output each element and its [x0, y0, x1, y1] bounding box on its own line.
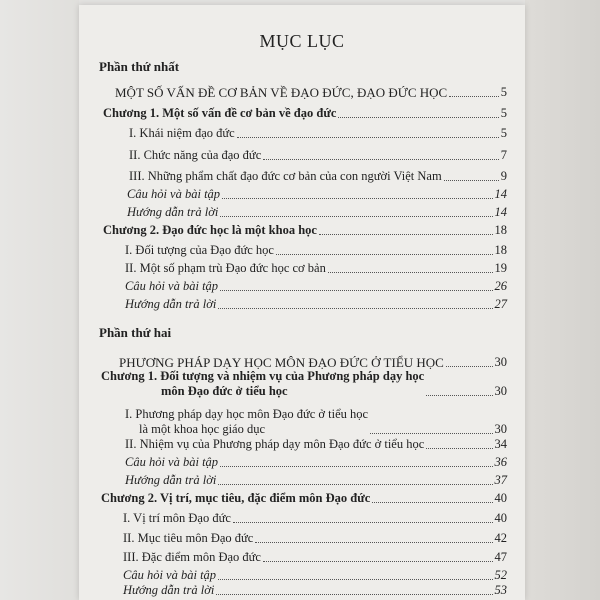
toc-item: [129, 148, 507, 163]
toc-item: [125, 437, 507, 452]
background-left: [0, 0, 79, 600]
page-number: 36: [494, 455, 507, 469]
page-number: 14: [494, 205, 507, 219]
toc-item: [125, 279, 507, 294]
chapter-row: [103, 223, 507, 238]
leader-dots: [449, 96, 499, 97]
toc-item-text: III. Những phẩm chất đạo đức cơ bản của con người Việt Nam: [129, 169, 442, 183]
part-1-label: Phần thứ nhất: [99, 59, 180, 74]
toc-item-text: Hướng dẫn trả lời: [125, 297, 217, 311]
page-number: 14: [494, 187, 507, 201]
toc-item: [123, 583, 507, 598]
page-number: 18: [494, 243, 507, 257]
toc-item: [125, 243, 507, 258]
book-page: [79, 5, 525, 600]
chapter-row: [101, 369, 507, 399]
toc-item-text: III. Đặc điểm môn Đạo đức: [123, 550, 261, 564]
page-number: 5: [500, 106, 507, 120]
chapter-title: Chương 2. Vị trí, mục tiêu, đặc điểm môn Đạo đức: [101, 491, 371, 505]
leader-dots: [370, 433, 492, 434]
page-number: 37: [494, 473, 507, 487]
toc-item: [123, 511, 507, 526]
page-number: 53: [494, 583, 507, 597]
page-number: 26: [494, 279, 507, 293]
leader-dots: [220, 466, 492, 467]
toc-item: [127, 187, 507, 202]
chapter-title: Chương 2. Đạo đức học là một khoa học: [103, 223, 317, 237]
page-number: 52: [494, 568, 507, 582]
toc-item-text: Câu hỏi và bài tập: [125, 455, 219, 469]
leader-dots: [237, 137, 499, 138]
toc-item-text: [125, 407, 368, 437]
toc-item: [123, 531, 507, 546]
part-2-heading-text: PHƯƠNG PHÁP DẠY HỌC MÔN ĐẠO ĐỨC Ở TIỂU HỌC: [119, 355, 444, 370]
toc-item-text-line-2: là một khoa học giáo dục: [139, 422, 266, 436]
toc-item-text: I. Khái niệm đạo đức: [129, 126, 235, 140]
leader-dots: [338, 117, 498, 118]
toc-item-text: II. Một số phạm trù Đạo đức học cơ bản: [125, 261, 326, 275]
page-number: 34: [494, 437, 507, 451]
background-right: [525, 0, 600, 600]
toc-item-text: Hướng dẫn trả lời: [127, 205, 219, 219]
toc-item: [125, 407, 507, 437]
chapter-row: [103, 106, 507, 121]
part-1-heading-text: MỘT SỐ VẤN ĐỀ CƠ BẢN VỀ ĐẠO ĐỨC, ĐẠO ĐỨC HỌC: [115, 85, 448, 100]
toc-item-text: I. Đối tượng của Đạo đức học: [125, 243, 274, 257]
part-2-label: Phần thứ hai: [99, 325, 172, 340]
toc-item-text: Hướng dẫn trả lời: [123, 583, 215, 597]
page-number: 7: [500, 148, 507, 162]
toc-item-text: Câu hỏi và bài tập: [123, 568, 217, 582]
leader-dots: [218, 308, 492, 309]
leader-dots: [263, 159, 498, 160]
page-number: 40: [494, 511, 507, 525]
chapter-title: [101, 369, 424, 399]
page-number: 5: [500, 126, 507, 140]
leader-dots: [426, 448, 492, 449]
page-title: MỤC LỤC: [259, 31, 345, 51]
page-number: 27: [494, 297, 507, 311]
leader-dots: [222, 198, 492, 199]
page-number: 30: [494, 384, 507, 398]
page-number: 9: [500, 169, 507, 183]
toc-item-text: Câu hỏi và bài tập: [125, 279, 219, 293]
toc-item-text: I. Vị trí môn Đạo đức: [123, 511, 231, 525]
chapter-title: Chương 1. Một số vấn đề cơ bản về đạo đức: [103, 106, 337, 120]
toc-item: [125, 297, 507, 312]
leader-dots: [233, 522, 493, 523]
toc-item: [129, 126, 507, 141]
toc-item-text: II. Chức năng của đạo đức: [129, 148, 262, 162]
page-number: 19: [494, 261, 507, 275]
leader-dots: [255, 542, 492, 543]
toc-item: [123, 550, 507, 565]
chapter-row: [101, 491, 507, 506]
toc-item-text-line-1: I. Phương pháp dạy học môn Đạo đức ở tiểu học: [125, 407, 369, 421]
leader-dots: [426, 395, 492, 396]
toc-item-text: II. Mục tiêu môn Đạo đức: [123, 531, 254, 545]
page-number: 30: [494, 355, 507, 369]
page-number: 42: [494, 531, 507, 545]
leader-dots: [444, 180, 499, 181]
toc-item: [127, 205, 507, 220]
leader-dots: [263, 561, 493, 562]
part-2-heading: [119, 355, 507, 370]
part-1-heading: [115, 85, 507, 100]
toc-item: [125, 455, 507, 470]
toc-item: [129, 169, 507, 184]
toc-item-text: II. Nhiệm vụ của Phương pháp dạy môn Đạo đức ở tiểu học: [125, 437, 425, 451]
leader-dots: [220, 216, 492, 217]
toc-item-text: Câu hỏi và bài tập: [127, 187, 221, 201]
page-number: 47: [494, 550, 507, 564]
page-number: 5: [500, 85, 507, 99]
leader-dots: [218, 484, 492, 485]
leader-dots: [319, 234, 493, 235]
toc-item: [125, 473, 507, 488]
leader-dots: [218, 579, 492, 580]
chapter-title-line-1: Chương 1. Đối tượng và nhiệm vụ của Phương pháp dạy học: [101, 369, 425, 383]
leader-dots: [216, 594, 492, 595]
page-number: 18: [494, 223, 507, 237]
chapter-title-line-2: môn Đạo đức ở tiểu học: [161, 384, 288, 398]
leader-dots: [328, 272, 493, 273]
page-number: 40: [494, 491, 507, 505]
leader-dots: [220, 290, 492, 291]
leader-dots: [372, 502, 492, 503]
toc-item: [125, 261, 507, 276]
leader-dots: [446, 366, 493, 367]
leader-dots: [276, 254, 493, 255]
toc-item-text: Hướng dẫn trả lời: [125, 473, 217, 487]
page-number: 30: [494, 422, 507, 436]
toc-item: [123, 568, 507, 583]
